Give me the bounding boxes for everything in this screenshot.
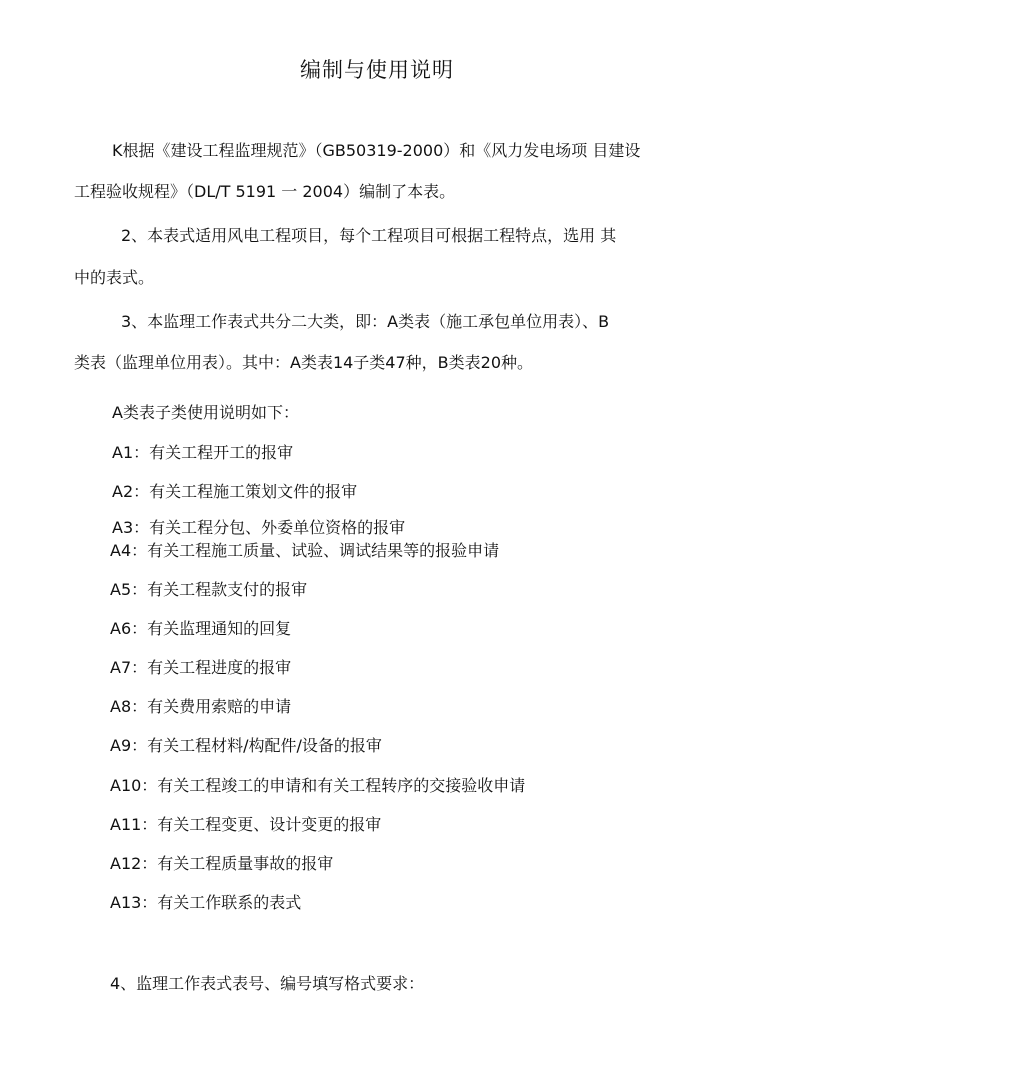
list-item-a13: A13：有关工作联系的表式 [110,893,302,912]
list-item-a7: A7：有关工程进度的报审 [110,658,292,677]
paragraph-1-line-2: 工程验收规程》（DL/T 5191 一 2004）编制了本表。 [74,182,456,201]
list-item-a11: A11：有关工程变更、设计变更的报审 [110,815,382,834]
paragraph-2-line-2: 中的表式。 [74,268,155,287]
list-item-a12: A12：有关工程质量事故的报审 [110,854,334,873]
list-item-a1: A1：有关工程开工的报审 [112,443,294,462]
list-item-a10: A10：有关工程竣工的申请和有关工程转序的交接验收申请 [110,776,526,795]
paragraph-3-line-2: 类表（监理单位用表）。其中：A类表14子类47种，B类表20种。 [74,353,534,372]
list-item-a5: A5：有关工程款支付的报审 [110,580,308,599]
list-item-a8: A8：有关费用索赔的申请 [110,697,292,716]
list-item-a6: A6：有关监理通知的回复 [110,619,292,638]
list-item-a3: A3：有关工程分包、外委单位资格的报审 [112,518,406,537]
section-4-heading: 4、监理工作表式表号、编号填写格式要求： [110,974,425,993]
list-item-a4: A4：有关工程施工质量、试验、调试结果等的报验申请 [110,541,500,560]
list-item-a2: A2：有关工程施工策划文件的报审 [112,482,358,501]
paragraph-3-line-1: 3、本监理工作表式共分二大类，即：A类表（施工承包单位用表）、B [121,312,610,331]
paragraph-1-line-1: K根据《建设工程监理规范》（GB50319-2000）和《风力发电场项 目建设 [112,141,641,160]
list-item-a9: A9：有关工程材料/构配件/设备的报审 [110,736,382,755]
document-title: 编制与使用说明 [300,58,454,82]
paragraph-2-line-1: 2、本表式适用风电工程项目，每个工程项目可根据工程特点，选用 其 [121,226,617,245]
a-class-intro: A类表子类使用说明如下： [112,403,299,422]
